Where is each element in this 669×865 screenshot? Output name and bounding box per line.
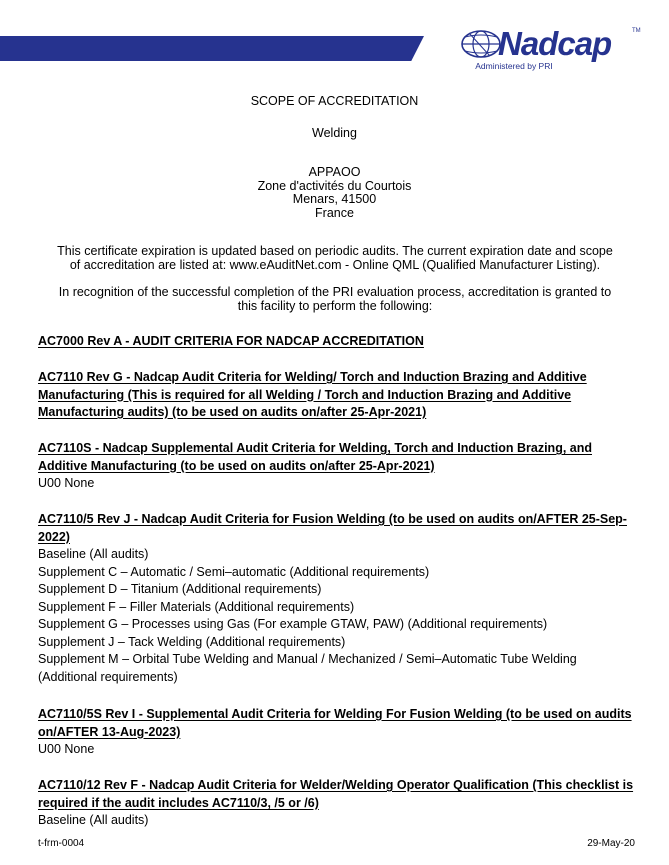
criteria-title: AC7110/5S Rev I - Supplemental Audit Criteria for Welding For Fusion Welding (to be used on audits [38, 707, 632, 721]
criteria-item: Supplement F – Filler Materials (Additional requirements) [38, 599, 355, 614]
criteria-title: required if the audit includes AC7110/3, /5 or /6) [38, 795, 319, 810]
criteria-block [38, 706, 638, 759]
header-band [0, 36, 424, 61]
criteria-title: AC7110/12 Rev F - Nadcap Audit Criteria for Welder/Welding Operator Qualification (This checklist is [38, 778, 634, 792]
form-id: t-frm-0004 [38, 838, 85, 849]
criteria-item: Baseline (All audits) [38, 813, 149, 827]
criteria-item: U00 None [38, 742, 95, 756]
criteria-title: Manufacturing (This is required for all Welding / Torch and Induction Brazing and Additive [38, 387, 572, 402]
page-title: SCOPE OF ACCREDITATION [250, 94, 419, 108]
criteria-block [38, 511, 638, 686]
statement-line: In recognition of the successful completion of the PRI evaluation process, accreditation is granted to [58, 285, 612, 299]
logo-tagline: Administered by PRI [475, 61, 553, 71]
footer-date: 29-May-20 [587, 838, 635, 849]
criteria-item: (Additional requirements) [38, 669, 178, 684]
criteria-block [38, 333, 638, 351]
recognition-statement [30, 286, 640, 313]
criteria-title: Manufacturing audits) (to be used on audits on/after 25-Apr-2021) [38, 405, 427, 419]
criteria-item: Supplement M – Orbital Tube Welding and Manual / Mechanized / Semi–Automatic Tube Welding [38, 652, 577, 666]
criteria-block [38, 369, 638, 422]
criteria-title: AC7000 Rev A - AUDIT CRITERIA FOR NADCAP ACCREDITATION [38, 334, 424, 348]
expiration-notice [30, 245, 640, 272]
notice-line: of accreditation are listed at: www.eAuditNet.com - Online QML (Qualified Manufacturer Listing). [69, 257, 601, 272]
notice-line: This certificate expiration is updated based on periodic audits. The current expiration date and scope [57, 244, 613, 258]
criteria-item: U00 None [38, 476, 95, 490]
globe-icon [460, 29, 502, 59]
criteria-block [38, 777, 638, 830]
statement-line: this facility to perform the following: [237, 298, 433, 313]
supplier-name: APPAOO [308, 165, 361, 179]
criteria-item: Baseline (All audits) [38, 547, 149, 561]
address-line-2: Menars, 41500 [292, 192, 377, 206]
logo-trademark: TM [632, 28, 641, 34]
address-line-1: Zone d'activités du Courtois [257, 178, 412, 193]
nadcap-logo [458, 26, 648, 74]
criteria-title: on/AFTER 13-Aug-2023) [38, 724, 181, 739]
criteria-title: AC7110 Rev G - Nadcap Audit Criteria for Welding/ Torch and Induction Brazing and Additive [38, 370, 587, 384]
criteria-title: AC7110/5 Rev J - Nadcap Audit Criteria for Fusion Welding (to be used on audits on/AFTER 25-Sep- [38, 512, 627, 526]
criteria-title: AC7110S - Nadcap Supplemental Audit Criteria for Welding, Torch and Induction Brazing, and [38, 441, 592, 455]
criteria-item: Supplement J – Tack Welding (Additional requirements) [38, 634, 346, 649]
criteria-block [38, 440, 638, 493]
criteria-title: 2022) [38, 529, 70, 544]
criteria-title: Additive Manufacturing (to be used on audits on/after 25-Apr-2021) [38, 458, 435, 473]
criteria-item: Supplement C – Automatic / Semi–automatic (Additional requirements) [38, 564, 430, 579]
logo-wordmark: Nadcap [498, 25, 612, 62]
address-country: France [315, 205, 354, 220]
process-name: Welding [312, 126, 357, 140]
criteria-item: Supplement G – Processes using Gas (For example GTAW, PAW) (Additional requirements) [38, 617, 548, 631]
criteria-item: Supplement D – Titanium (Additional requirements) [38, 582, 322, 596]
supplier-address [0, 166, 669, 220]
